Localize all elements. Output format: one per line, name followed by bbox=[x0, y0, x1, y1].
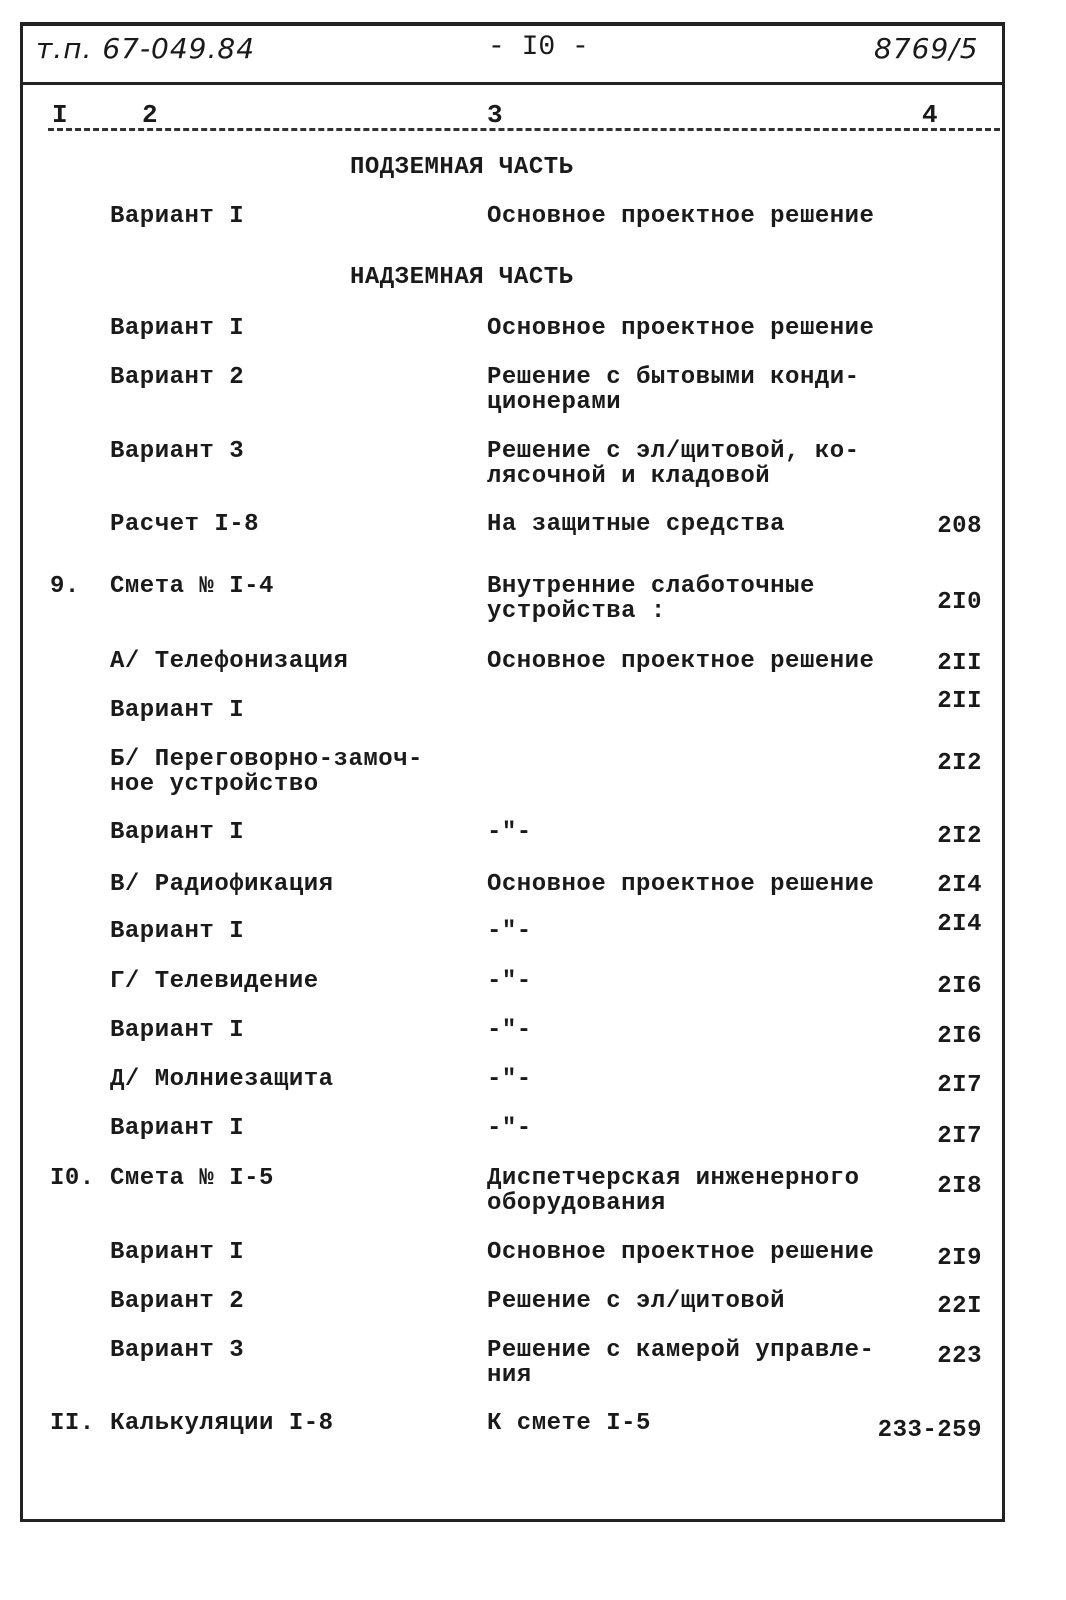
item-page: 2I2 bbox=[937, 823, 982, 850]
item-name: Вариант I bbox=[110, 203, 245, 230]
item-description: -"- bbox=[487, 918, 532, 945]
item-description: -"- bbox=[487, 1066, 532, 1093]
item-name: Вариант I bbox=[110, 315, 245, 342]
item-description: Основное проектное решение bbox=[487, 203, 875, 230]
item-name: Вариант 2 bbox=[110, 364, 245, 391]
item-name: Вариант I bbox=[110, 819, 245, 846]
column-number-1: I bbox=[52, 100, 68, 130]
item-description: -"- bbox=[487, 968, 532, 995]
item-name: Расчет I-8 bbox=[110, 511, 260, 538]
item-description: Внутренние слаботочные устройства : bbox=[487, 573, 815, 625]
item-description: -"- bbox=[487, 819, 532, 846]
item-description: Решение с эл/щитовой, ко- лясочной и кладовой bbox=[487, 438, 860, 490]
item-name: Вариант I bbox=[110, 1017, 245, 1044]
item-name: Калькуляции I-8 bbox=[110, 1410, 334, 1437]
doc-code: т.п. 67-049.84 bbox=[36, 32, 256, 65]
item-description: Решение с камерой управле- ния bbox=[487, 1337, 875, 1389]
item-page: 2I8 bbox=[937, 1173, 982, 1200]
item-description: Диспетчерская инженерного оборудования bbox=[487, 1165, 860, 1217]
item-page: 22I bbox=[937, 1293, 982, 1320]
item-name: А/ Телефонизация bbox=[110, 648, 349, 675]
item-description: Решение с эл/щитовой bbox=[487, 1288, 786, 1315]
column-number-3: 3 bbox=[487, 100, 503, 130]
item-name: Вариант I bbox=[110, 697, 245, 724]
item-name: Г/ Телевидение bbox=[110, 968, 319, 995]
item-page: 233-259 bbox=[877, 1417, 982, 1444]
item-page: 2I9 bbox=[937, 1245, 982, 1272]
item-page: 2I7 bbox=[937, 1072, 982, 1099]
item-name: Д/ Молниезащита bbox=[110, 1066, 334, 1093]
item-name: В/ Радиофикация bbox=[110, 871, 334, 898]
item-description: Основное проектное решение bbox=[487, 1239, 875, 1266]
item-page: 2I0 bbox=[937, 589, 982, 616]
item-page: 2I7 bbox=[937, 1123, 982, 1150]
item-page: 2II bbox=[937, 650, 982, 677]
item-description: К смете I-5 bbox=[487, 1410, 651, 1437]
item-description: -"- bbox=[487, 1017, 532, 1044]
item-description: Основное проектное решение bbox=[487, 648, 875, 675]
item-name: Вариант I bbox=[110, 1115, 245, 1142]
item-name: Вариант 3 bbox=[110, 1337, 245, 1364]
page-number: - I0 - bbox=[488, 32, 589, 63]
item-number: 9. bbox=[50, 573, 80, 600]
item-name: Смета № I-4 bbox=[110, 573, 274, 600]
inventory-number: 8769/5 bbox=[874, 32, 979, 65]
item-number: II. bbox=[50, 1410, 95, 1437]
item-page: 223 bbox=[937, 1343, 982, 1370]
item-name: Вариант I bbox=[110, 918, 245, 945]
item-name: Вариант 2 bbox=[110, 1288, 245, 1315]
item-page: 2I2 bbox=[937, 750, 982, 777]
item-page: 2II bbox=[937, 688, 982, 715]
header-divider bbox=[20, 82, 1005, 85]
item-name: Б/ Переговорно-замоч- ное устройство bbox=[110, 746, 423, 798]
item-name: Вариант 3 bbox=[110, 438, 245, 465]
section-heading: НАДЗЕМНАЯ ЧАСТЬ bbox=[350, 264, 574, 291]
column-header-rule bbox=[48, 128, 1000, 131]
section-heading: ПОДЗЕМНАЯ ЧАСТЬ bbox=[350, 154, 574, 181]
item-page: 2I6 bbox=[937, 973, 982, 1000]
item-number: I0. bbox=[50, 1165, 95, 1192]
item-description: Решение с бытовыми конди- ционерами bbox=[487, 364, 860, 416]
item-page: 2I4 bbox=[937, 872, 982, 899]
item-description: Основное проектное решение bbox=[487, 871, 875, 898]
item-description: Основное проектное решение bbox=[487, 315, 875, 342]
item-name: Вариант I bbox=[110, 1239, 245, 1266]
item-page: 2I4 bbox=[937, 911, 982, 938]
item-description: На защитные средства bbox=[487, 511, 786, 538]
item-page: 208 bbox=[937, 513, 982, 540]
item-page: 2I6 bbox=[937, 1023, 982, 1050]
item-description: -"- bbox=[487, 1115, 532, 1142]
column-number-4: 4 bbox=[922, 100, 938, 130]
column-number-2: 2 bbox=[142, 100, 158, 130]
item-name: Смета № I-5 bbox=[110, 1165, 274, 1192]
